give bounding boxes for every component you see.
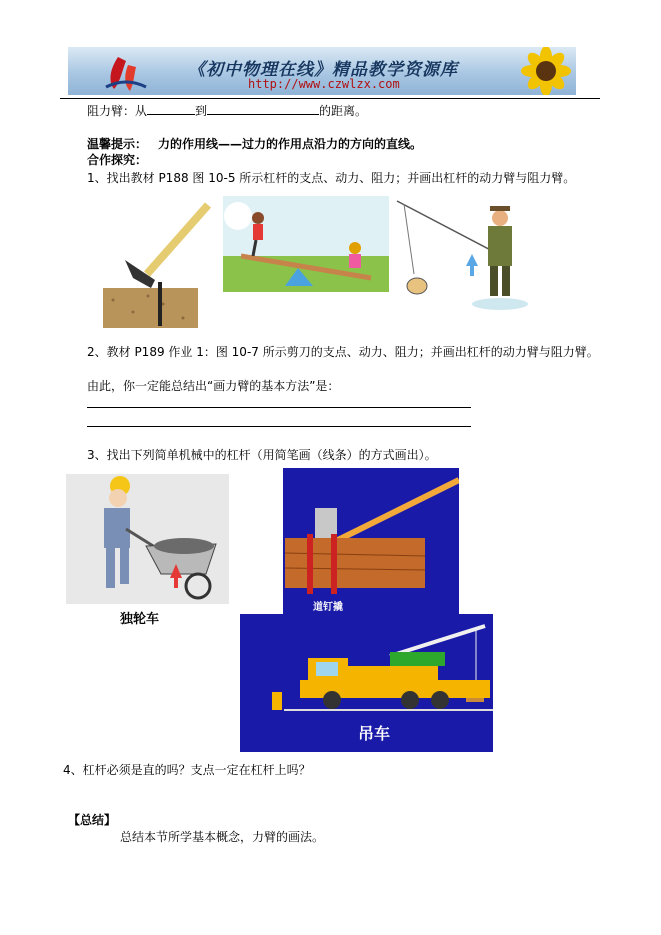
header-banner xyxy=(68,47,576,95)
question-4: 4、杠杆必须是直的吗？支点一定在杠杆上吗？ xyxy=(63,763,311,777)
question-3: 3、找出下列简单机械中的杠杆（用简笔画（线条）的方式画出）。 xyxy=(87,448,437,462)
resistance-arm-line xyxy=(87,102,367,119)
resistance-arm-label: 阻力臂：从 xyxy=(87,104,148,118)
tip-label: 温馨提示： xyxy=(87,137,148,151)
tip-text: 力的作用线——过力的作用点沿力的方向的直线。 xyxy=(158,137,423,151)
conclude-prompt: 由此，你一定能总结出“画力臂的基本方法”是： xyxy=(87,379,340,393)
cooperate-heading: 合作探究： xyxy=(87,153,148,167)
header-rule xyxy=(60,98,600,99)
crane-illustration xyxy=(240,614,493,752)
question-2: 2、教材 P189 作业 1：图 10-7 所示剪刀的支点、动力、阻力；并画出杠杆的动力臂与阻力臂。 xyxy=(87,345,599,359)
banner-url: http://www.czwlzx.com xyxy=(248,77,400,91)
fishing-illustration xyxy=(392,196,532,326)
nail-puller-caption: 道钉撬 xyxy=(313,602,343,613)
blank-from[interactable] xyxy=(147,102,195,115)
seesaw-illustration xyxy=(223,196,389,292)
logo-icon xyxy=(100,47,160,95)
sunflower-icon xyxy=(506,47,576,95)
summary-label: 【总结】 xyxy=(68,813,117,827)
blank-to[interactable] xyxy=(207,102,319,115)
crane-caption: 吊车 xyxy=(358,724,391,743)
resistance-arm-to: 到 xyxy=(195,104,208,118)
hammer-illustration xyxy=(103,200,211,328)
summary-text: 总结本节所学基本概念，力臂的画法。 xyxy=(120,830,325,844)
question-1: 1、找出教材 P188 图 10-5 所示杠杆的支点、动力、阻力；并画出杠杆的动力臂与阻力臂。 xyxy=(87,171,576,185)
wheelbarrow-caption: 独轮车 xyxy=(120,612,160,627)
banner-title: 《初中物理在线》精品教学资源库 xyxy=(188,60,458,80)
wheelbarrow-illustration xyxy=(66,474,229,604)
nail-puller-illustration xyxy=(283,468,459,616)
resistance-arm-end: 的距离。 xyxy=(319,104,368,118)
answer-line-2[interactable] xyxy=(87,426,471,427)
answer-line-1[interactable] xyxy=(87,407,471,408)
